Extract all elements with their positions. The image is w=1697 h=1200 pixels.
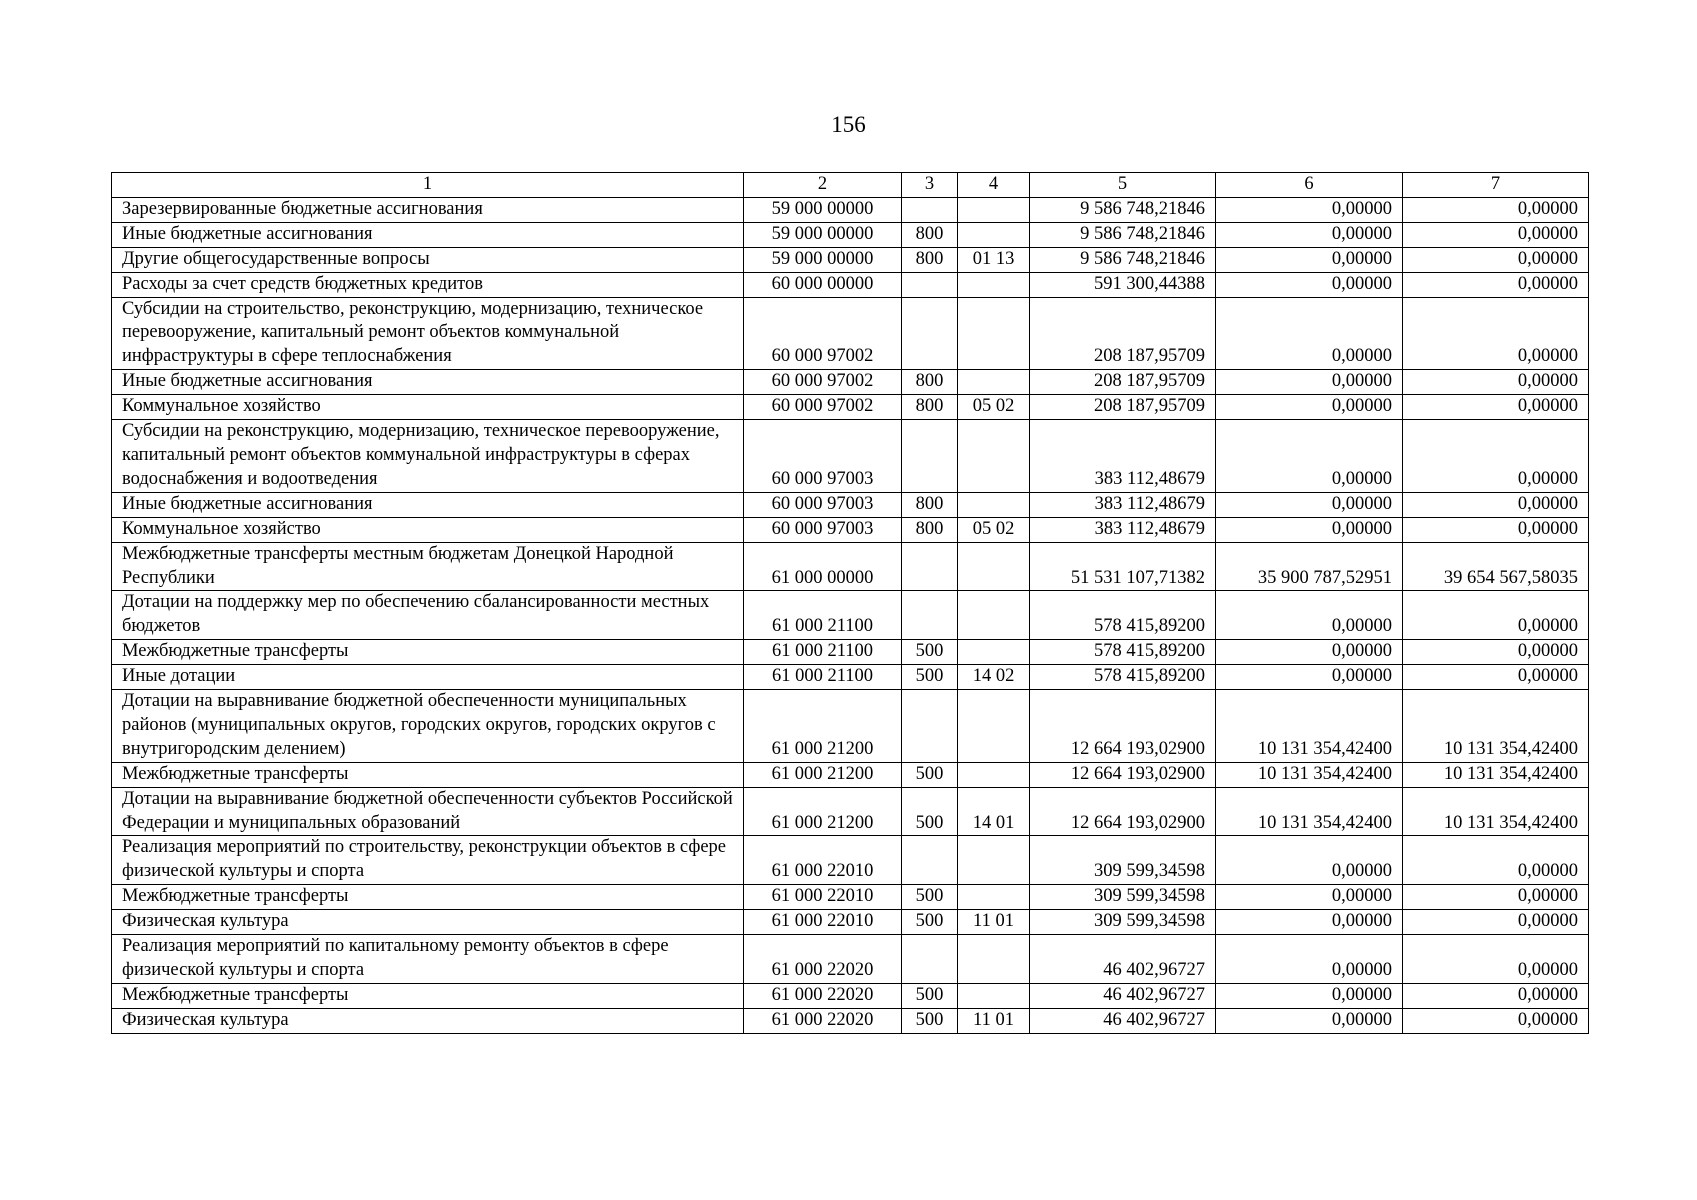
row-col6-value: 10 131 354,42400 <box>1216 690 1403 763</box>
row-col3-cell: 500 <box>902 910 958 935</box>
row-col6-value: 10 131 354,42400 <box>1216 762 1403 787</box>
row-col5-value: 383 112,48679 <box>1030 517 1216 542</box>
row-name-cell: Межбюджетные трансферты местным бюджетам Донецкой Народной Республики <box>112 542 744 591</box>
row-col5-value: 9 586 748,21846 <box>1030 247 1216 272</box>
row-col6-value: 0,00000 <box>1216 885 1403 910</box>
row-col5-value: 9 586 748,21846 <box>1030 222 1216 247</box>
row-col3-cell <box>902 591 958 640</box>
table-row <box>112 665 1589 690</box>
row-col7-value: 10 131 354,42400 <box>1403 690 1589 763</box>
row-col7-value: 0,00000 <box>1403 836 1589 885</box>
row-col5-value: 578 415,89200 <box>1030 665 1216 690</box>
row-col7-value: 0,00000 <box>1403 420 1589 493</box>
row-col3-cell: 800 <box>902 517 958 542</box>
row-col7-value: 0,00000 <box>1403 517 1589 542</box>
row-code-cell: 61 000 22010 <box>744 836 902 885</box>
row-code-cell: 60 000 00000 <box>744 272 902 297</box>
row-name-cell: Иные бюджетные ассигнования <box>112 492 744 517</box>
row-col7-value: 0,00000 <box>1403 935 1589 984</box>
row-col5-value: 578 415,89200 <box>1030 640 1216 665</box>
row-col7-value: 10 131 354,42400 <box>1403 762 1589 787</box>
row-col7-value: 0,00000 <box>1403 910 1589 935</box>
row-col4-cell <box>958 272 1030 297</box>
row-col3-cell <box>902 542 958 591</box>
row-col4-cell <box>958 762 1030 787</box>
row-name-cell: Субсидии на реконструкцию, модернизацию, техническое перевооружение, капитальный ремонт объектов коммунальной инфраструктуры в сферах водоснабжения и водоотведения <box>112 420 744 493</box>
table-row <box>112 370 1589 395</box>
row-name-cell: Дотации на выравнивание бюджетной обеспеченности муниципальных районов (муниципальных округов, городских округов, городских округов с внутригородским делением) <box>112 690 744 763</box>
row-code-cell: 61 000 22020 <box>744 1008 902 1033</box>
row-col4-cell <box>958 690 1030 763</box>
row-col4-cell <box>958 420 1030 493</box>
table-row <box>112 542 1589 591</box>
row-col3-cell: 500 <box>902 1008 958 1033</box>
row-name-cell: Иные бюджетные ассигнования <box>112 370 744 395</box>
row-code-cell: 60 000 97002 <box>744 297 902 370</box>
page-number: 156 <box>831 112 866 137</box>
row-col4-cell: 14 01 <box>958 787 1030 836</box>
table-row <box>112 395 1589 420</box>
row-col4-cell: 05 02 <box>958 517 1030 542</box>
row-col6-value: 0,00000 <box>1216 983 1403 1008</box>
row-col4-cell <box>958 222 1030 247</box>
row-col7-value: 0,00000 <box>1403 395 1589 420</box>
table-row <box>112 591 1589 640</box>
row-col5-value: 383 112,48679 <box>1030 420 1216 493</box>
row-col6-value: 0,00000 <box>1216 395 1403 420</box>
row-col5-value: 12 664 193,02900 <box>1030 762 1216 787</box>
row-code-cell: 59 000 00000 <box>744 197 902 222</box>
row-name-cell: Межбюджетные трансферты <box>112 885 744 910</box>
row-name-cell: Коммунальное хозяйство <box>112 395 744 420</box>
row-name-cell: Межбюджетные трансферты <box>112 762 744 787</box>
row-col6-value: 0,00000 <box>1216 1008 1403 1033</box>
row-col5-value: 383 112,48679 <box>1030 492 1216 517</box>
row-col7-value: 0,00000 <box>1403 640 1589 665</box>
row-col4-cell <box>958 370 1030 395</box>
row-col6-value: 0,00000 <box>1216 420 1403 493</box>
row-code-cell: 61 000 21200 <box>744 787 902 836</box>
row-col4-cell: 05 02 <box>958 395 1030 420</box>
row-name-cell: Реализация мероприятий по капитальному ремонту объектов в сфере физической культуры и спорта <box>112 935 744 984</box>
row-col4-cell <box>958 542 1030 591</box>
row-col7-value: 0,00000 <box>1403 885 1589 910</box>
table-row <box>112 690 1589 763</box>
row-col4-cell <box>958 492 1030 517</box>
row-col6-value: 0,00000 <box>1216 910 1403 935</box>
table-row <box>112 836 1589 885</box>
row-col6-value: 0,00000 <box>1216 247 1403 272</box>
row-code-cell: 59 000 00000 <box>744 247 902 272</box>
row-col5-value: 208 187,95709 <box>1030 395 1216 420</box>
row-col3-cell: 500 <box>902 665 958 690</box>
row-col7-value: 0,00000 <box>1403 197 1589 222</box>
row-col3-cell: 800 <box>902 222 958 247</box>
row-col4-cell <box>958 983 1030 1008</box>
row-col4-cell <box>958 935 1030 984</box>
row-code-cell: 61 000 21100 <box>744 591 902 640</box>
row-col3-cell <box>902 935 958 984</box>
row-col5-value: 309 599,34598 <box>1030 836 1216 885</box>
row-col4-cell <box>958 197 1030 222</box>
row-col3-cell <box>902 272 958 297</box>
table-row <box>112 787 1589 836</box>
table-row <box>112 420 1589 493</box>
row-col3-cell: 500 <box>902 762 958 787</box>
row-col5-value: 578 415,89200 <box>1030 591 1216 640</box>
row-col3-cell: 500 <box>902 885 958 910</box>
table-row <box>112 640 1589 665</box>
row-col4-cell <box>958 885 1030 910</box>
row-col5-value: 208 187,95709 <box>1030 370 1216 395</box>
table-row <box>112 1008 1589 1033</box>
row-col6-value: 0,00000 <box>1216 591 1403 640</box>
row-code-cell: 61 000 22020 <box>744 935 902 984</box>
row-col6-value: 0,00000 <box>1216 272 1403 297</box>
row-col3-cell <box>902 297 958 370</box>
table-row <box>112 983 1589 1008</box>
row-col5-value: 9 586 748,21846 <box>1030 197 1216 222</box>
table-row <box>112 272 1589 297</box>
table-row <box>112 247 1589 272</box>
row-code-cell: 60 000 97003 <box>744 420 902 493</box>
row-code-cell: 61 000 00000 <box>744 542 902 591</box>
table-row <box>112 885 1589 910</box>
row-col6-value: 0,00000 <box>1216 935 1403 984</box>
row-code-cell: 60 000 97002 <box>744 370 902 395</box>
row-col5-value: 46 402,96727 <box>1030 935 1216 984</box>
row-col5-value: 208 187,95709 <box>1030 297 1216 370</box>
row-col5-value: 591 300,44388 <box>1030 272 1216 297</box>
row-name-cell: Другие общегосударственные вопросы <box>112 247 744 272</box>
row-col3-cell: 500 <box>902 983 958 1008</box>
row-col7-value: 0,00000 <box>1403 665 1589 690</box>
row-col7-value: 0,00000 <box>1403 247 1589 272</box>
header-cell-6: 6 <box>1216 173 1403 198</box>
row-col3-cell <box>902 197 958 222</box>
header-cell-1: 1 <box>112 173 744 198</box>
row-name-cell: Расходы за счет средств бюджетных кредитов <box>112 272 744 297</box>
row-col6-value: 0,00000 <box>1216 492 1403 517</box>
row-col5-value: 12 664 193,02900 <box>1030 787 1216 836</box>
row-col7-value: 39 654 567,58035 <box>1403 542 1589 591</box>
row-col5-value: 309 599,34598 <box>1030 885 1216 910</box>
row-col7-value: 0,00000 <box>1403 222 1589 247</box>
row-col5-value: 46 402,96727 <box>1030 1008 1216 1033</box>
row-col7-value: 0,00000 <box>1403 983 1589 1008</box>
row-col3-cell: 500 <box>902 787 958 836</box>
row-name-cell: Иные бюджетные ассигнования <box>112 222 744 247</box>
header-cell-2: 2 <box>744 173 902 198</box>
table-row <box>112 297 1589 370</box>
row-name-cell: Зарезервированные бюджетные ассигнования <box>112 197 744 222</box>
row-col7-value: 0,00000 <box>1403 1008 1589 1033</box>
row-col7-value: 0,00000 <box>1403 370 1589 395</box>
table-row <box>112 197 1589 222</box>
row-code-cell: 61 000 22010 <box>744 910 902 935</box>
row-name-cell: Межбюджетные трансферты <box>112 983 744 1008</box>
row-col3-cell: 500 <box>902 640 958 665</box>
table-row <box>112 222 1589 247</box>
row-col6-value: 0,00000 <box>1216 297 1403 370</box>
row-col7-value: 0,00000 <box>1403 272 1589 297</box>
row-col7-value: 10 131 354,42400 <box>1403 787 1589 836</box>
row-col5-value: 12 664 193,02900 <box>1030 690 1216 763</box>
row-col4-cell <box>958 836 1030 885</box>
row-name-cell: Субсидии на строительство, реконструкцию, модернизацию, техническое перевооружение, капитальный ремонт объектов коммунальной инфраструктуры в сфере теплоснабжения <box>112 297 744 370</box>
budget-table <box>111 172 1589 1034</box>
header-cell-7: 7 <box>1403 173 1589 198</box>
row-col4-cell <box>958 640 1030 665</box>
table-row <box>112 762 1589 787</box>
row-col4-cell <box>958 297 1030 370</box>
row-code-cell: 61 000 21200 <box>744 762 902 787</box>
row-name-cell: Иные дотации <box>112 665 744 690</box>
row-col6-value: 10 131 354,42400 <box>1216 787 1403 836</box>
row-code-cell: 61 000 22010 <box>744 885 902 910</box>
row-col3-cell: 800 <box>902 370 958 395</box>
row-code-cell: 60 000 97002 <box>744 395 902 420</box>
row-name-cell: Межбюджетные трансферты <box>112 640 744 665</box>
row-code-cell: 61 000 21200 <box>744 690 902 763</box>
header-row <box>112 173 1589 198</box>
row-col7-value: 0,00000 <box>1403 591 1589 640</box>
row-col5-value: 46 402,96727 <box>1030 983 1216 1008</box>
row-col5-value: 309 599,34598 <box>1030 910 1216 935</box>
header-cell-4: 4 <box>958 173 1030 198</box>
row-code-cell: 61 000 22020 <box>744 983 902 1008</box>
header-cell-5: 5 <box>1030 173 1216 198</box>
row-name-cell: Физическая культура <box>112 1008 744 1033</box>
row-code-cell: 61 000 21100 <box>744 640 902 665</box>
row-name-cell: Реализация мероприятий по строительству, реконструкции объектов в сфере физической культуры и спорта <box>112 836 744 885</box>
header-cell-3: 3 <box>902 173 958 198</box>
row-name-cell: Дотации на выравнивание бюджетной обеспеченности субъектов Российской Федерации и муниципальных образований <box>112 787 744 836</box>
table-row <box>112 910 1589 935</box>
row-col5-value: 51 531 107,71382 <box>1030 542 1216 591</box>
row-col6-value: 0,00000 <box>1216 370 1403 395</box>
row-col6-value: 0,00000 <box>1216 517 1403 542</box>
table-row <box>112 935 1589 984</box>
row-code-cell: 60 000 97003 <box>744 517 902 542</box>
row-col7-value: 0,00000 <box>1403 492 1589 517</box>
row-col6-value: 0,00000 <box>1216 197 1403 222</box>
row-code-cell: 61 000 21100 <box>744 665 902 690</box>
row-col3-cell <box>902 690 958 763</box>
row-col3-cell <box>902 420 958 493</box>
row-col4-cell: 11 01 <box>958 1008 1030 1033</box>
row-name-cell: Физическая культура <box>112 910 744 935</box>
row-code-cell: 60 000 97003 <box>744 492 902 517</box>
row-col6-value: 0,00000 <box>1216 640 1403 665</box>
row-col3-cell <box>902 836 958 885</box>
row-col3-cell: 800 <box>902 492 958 517</box>
row-col6-value: 0,00000 <box>1216 665 1403 690</box>
row-name-cell: Дотации на поддержку мер по обеспечению сбалансированности местных бюджетов <box>112 591 744 640</box>
row-col4-cell <box>958 591 1030 640</box>
row-col6-value: 0,00000 <box>1216 222 1403 247</box>
row-col4-cell: 14 02 <box>958 665 1030 690</box>
row-col7-value: 0,00000 <box>1403 297 1589 370</box>
row-col6-value: 35 900 787,52951 <box>1216 542 1403 591</box>
table-row <box>112 492 1589 517</box>
row-col6-value: 0,00000 <box>1216 836 1403 885</box>
row-name-cell: Коммунальное хозяйство <box>112 517 744 542</box>
row-col3-cell: 800 <box>902 247 958 272</box>
row-col4-cell: 01 13 <box>958 247 1030 272</box>
row-col4-cell: 11 01 <box>958 910 1030 935</box>
row-code-cell: 59 000 00000 <box>744 222 902 247</box>
table-row <box>112 517 1589 542</box>
row-col3-cell: 800 <box>902 395 958 420</box>
